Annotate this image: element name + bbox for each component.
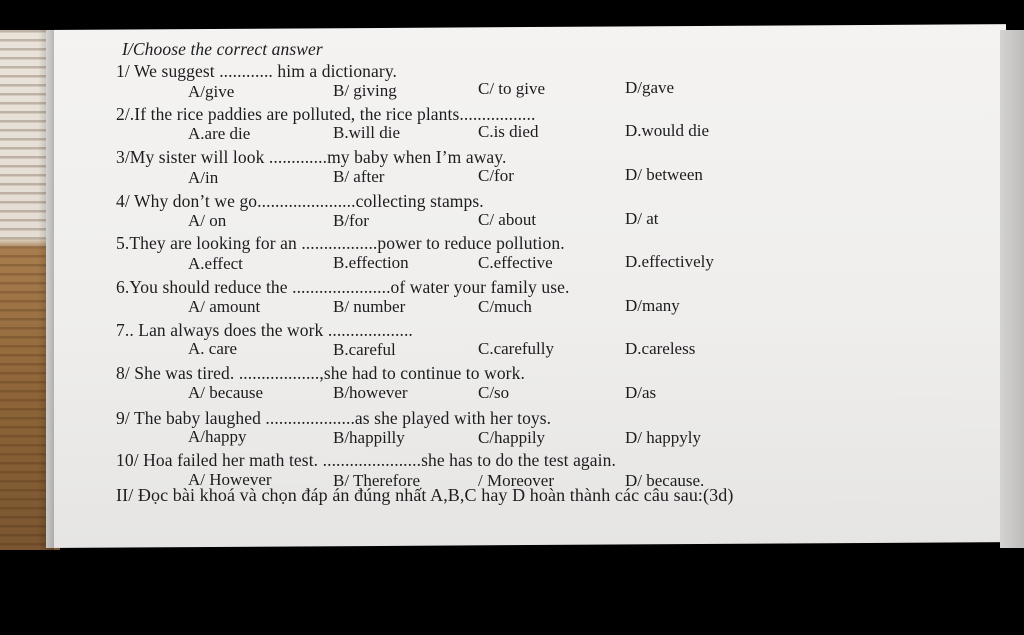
question-4-option-a: A/ on xyxy=(188,211,227,231)
question-2-option-b: B.will die xyxy=(333,123,401,143)
question-3-option-d: D/ between xyxy=(625,164,703,184)
question-1-option-d: D/gave xyxy=(625,77,675,97)
question-8-option-c: C/so xyxy=(478,383,510,403)
question-7-stem: 7.. Lan always does the work ................... xyxy=(116,319,413,340)
question-3-option-c: C/for xyxy=(478,165,514,185)
question-4-stem: 4/ Why don’t we go......................collecting stamps. xyxy=(116,190,484,211)
question-9-stem: 9/ The baby laughed ....................as she played with her toys. xyxy=(116,407,552,428)
question-3-option-a: A/in xyxy=(188,167,219,187)
question-10-option-a: A/ However xyxy=(188,469,272,489)
question-7-option-c: C.carefully xyxy=(478,339,554,359)
question-5-option-a: A.effect xyxy=(188,253,243,273)
question-6-option-c: C/much xyxy=(478,296,532,316)
question-8-option-a: A/ because xyxy=(188,382,264,402)
question-2-option-d: D.would die xyxy=(625,120,710,140)
question-6-option-b: B/ number xyxy=(333,297,406,316)
question-9-option-c: C/happily xyxy=(478,428,546,448)
question-5-option-c: C.effective xyxy=(478,252,553,272)
question-5-stem: 5.They are looking for an .................power to reduce pollution. xyxy=(116,233,565,254)
question-9-option-d: D/ happyly xyxy=(625,427,702,447)
question-7-option-d: D.careless xyxy=(625,338,696,358)
question-8-option-d: D/as xyxy=(625,382,657,402)
question-10-option-b: B/ Therefore xyxy=(333,470,421,490)
paper-shadow xyxy=(38,30,54,550)
question-2-option-c: C.is died xyxy=(478,121,539,141)
question-5-option-d: D.effectively xyxy=(625,251,714,271)
question-6-stem: 6.You should reduce the ......................of water your family use. xyxy=(116,277,570,297)
question-1-option-c: C/ to give xyxy=(478,79,546,98)
question-8-option-b: B/however xyxy=(333,383,408,403)
question-1-stem: 1/ We suggest ............ him a dictionary. xyxy=(116,61,398,81)
question-4-option-b: B/for xyxy=(333,210,369,230)
question-7-option-b: B.careful xyxy=(333,339,396,359)
question-8-stem: 8/ She was tired. ..................,she had to continue to work. xyxy=(116,363,525,384)
section-heading: I/Choose the correct answer xyxy=(122,39,323,59)
question-4-option-c: C/ about xyxy=(478,209,537,229)
question-10-stem: 10/ Hoa failed her math test. ......................she has to do the test again. xyxy=(116,450,616,471)
question-9-option-a: A/happy xyxy=(188,427,247,447)
question-5-option-b: B.effection xyxy=(333,253,409,273)
question-3-option-b: B/ after xyxy=(333,166,385,186)
question-10-option-c: / Moreover xyxy=(478,471,555,491)
question-9-option-b: B/happilly xyxy=(333,428,405,448)
question-3-stem: 3/My sister will look .............my baby when I’m away. xyxy=(116,147,507,168)
question-1-option-b: B/ giving xyxy=(333,80,397,100)
question-1-option-a: A/give xyxy=(188,82,235,101)
question-10-option-d: D/ because. xyxy=(625,470,705,490)
paper-edge xyxy=(1000,30,1024,548)
question-2-stem: 2/.If the rice paddies are polluted, the rice plants................. xyxy=(116,103,536,124)
question-7-option-a: A. care xyxy=(188,339,238,359)
question-6-option-a: A/ amount xyxy=(188,297,261,316)
question-2-option-a: A.are die xyxy=(188,124,251,144)
section-two-heading: II/ Đọc bài khoá và chọn đáp án đúng nhất A,B,C hay D hoàn thành các câu sau:(3d) xyxy=(116,485,734,505)
question-6-option-d: D/many xyxy=(625,295,680,315)
question-4-option-d: D/ at xyxy=(625,208,659,228)
